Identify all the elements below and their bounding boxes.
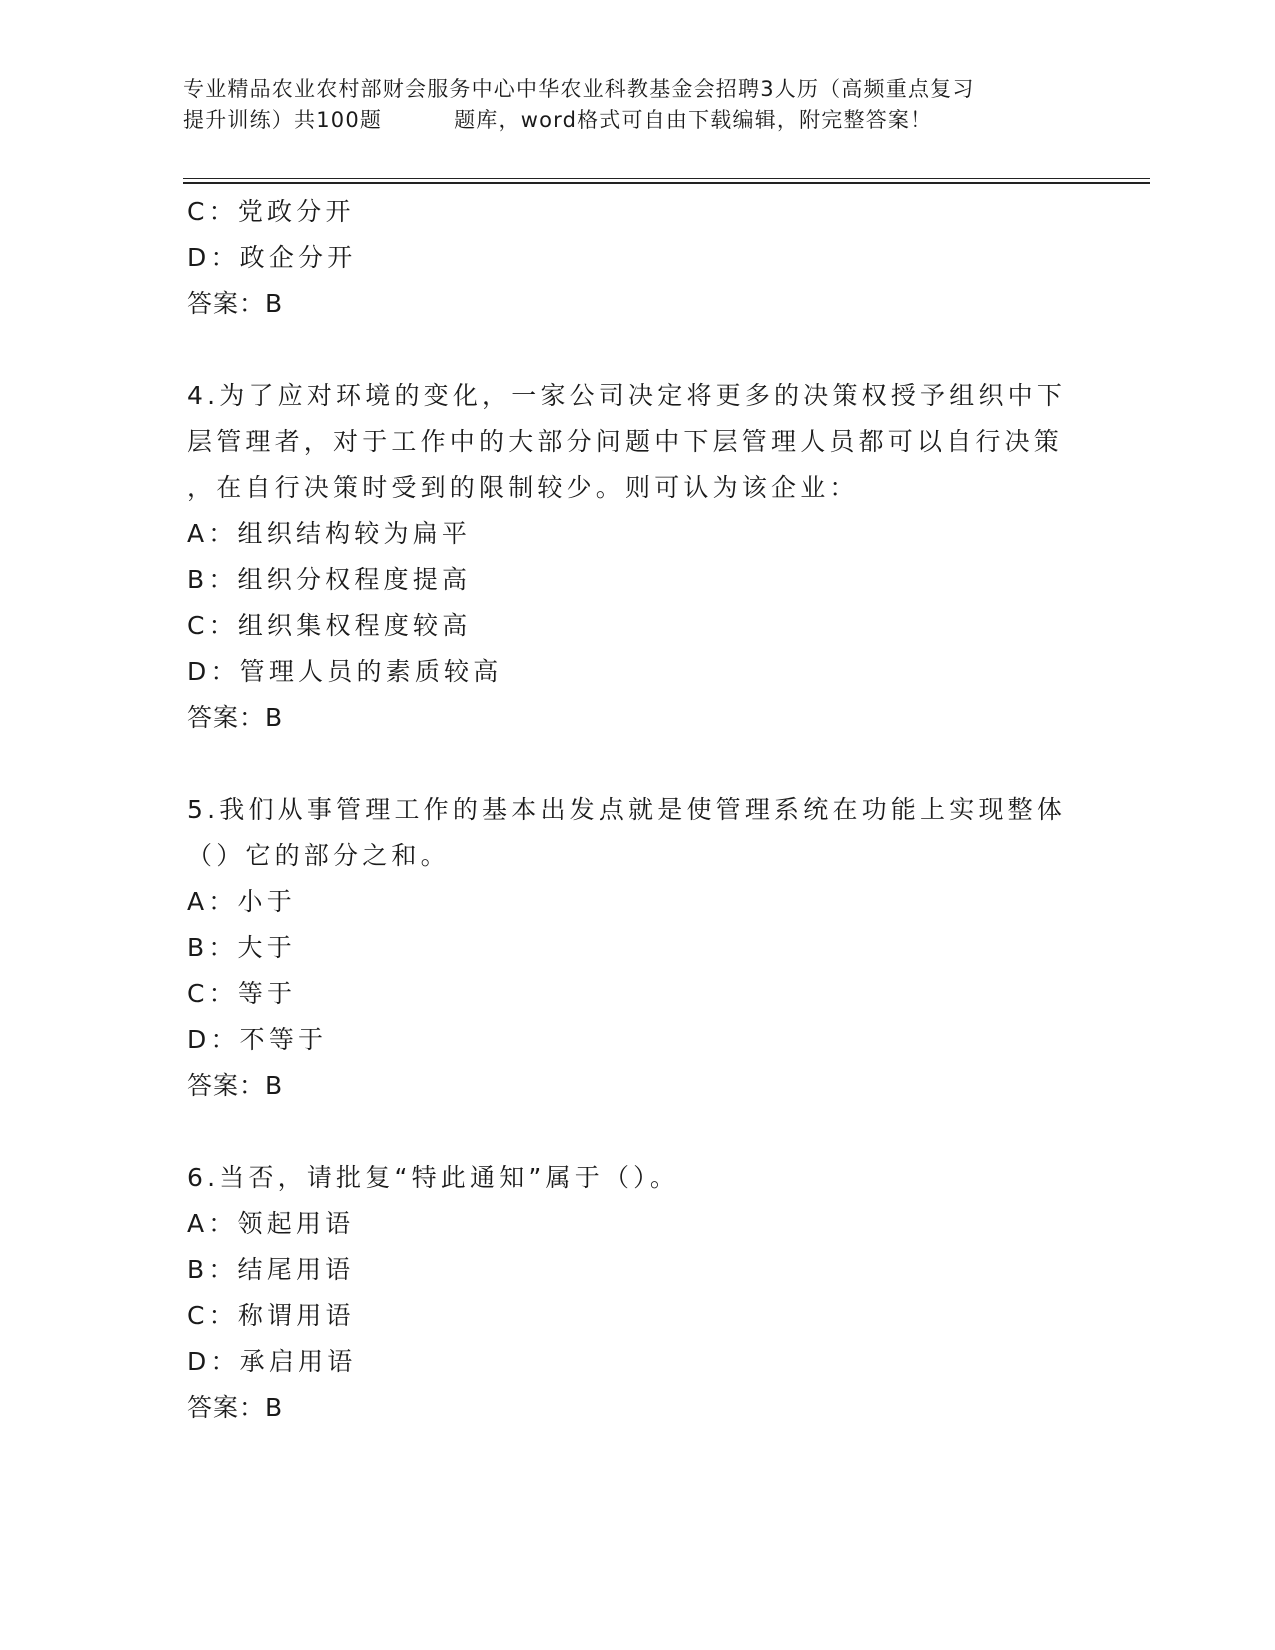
option-line: B：大于 xyxy=(187,933,296,962)
answer-line: 答案：B xyxy=(187,1393,284,1422)
option-line: A：领起用语 xyxy=(187,1209,355,1238)
question-4-text: ，在自行决策时受到的限制较少。则可认为该企业： xyxy=(187,473,859,502)
option-line: B：结尾用语 xyxy=(187,1255,355,1284)
page-header xyxy=(183,74,1083,136)
question-body xyxy=(187,189,1087,1431)
spacer xyxy=(187,327,1087,373)
header-title-line-2 xyxy=(183,105,1083,136)
spacer xyxy=(187,741,1087,787)
header-title-line-1: 专业精品农业农村部财会服务中心中华农业科教基金会招聘3人历（高频重点复习 xyxy=(183,77,975,101)
question-6-text: 6.当否，请批复“特此通知”属于（）。 xyxy=(187,1163,680,1192)
answer-line: 答案：B xyxy=(187,703,284,732)
option-line: C：称谓用语 xyxy=(187,1301,355,1330)
question-5-text: 5.我们从事管理工作的基本出发点就是使管理系统在功能上实现整体 xyxy=(187,795,1067,824)
option-line: A：小于 xyxy=(187,887,296,916)
header-title-part-b: 题库，word格式可自由下载编辑，附完整答案！ xyxy=(454,108,933,132)
option-line: A：组织结构较为扁平 xyxy=(187,519,472,548)
option-line: C：等于 xyxy=(187,979,297,1008)
header-rule-thick xyxy=(183,182,1150,184)
header-title-part-a: 提升训练）共100题 xyxy=(183,108,383,132)
spacer xyxy=(187,1109,1087,1155)
option-line: B：组织分权程度提高 xyxy=(187,565,472,594)
option-line: C：党政分开 xyxy=(187,197,355,226)
answer-line: 答案：B xyxy=(187,289,284,318)
option-line: D：管理人员的素质较高 xyxy=(187,657,503,686)
question-4-text: 4.为了应对环境的变化，一家公司决定将更多的决策权授予组织中下 xyxy=(187,381,1067,410)
option-line: D：政企分开 xyxy=(187,243,357,272)
option-line: D：承启用语 xyxy=(187,1347,357,1376)
answer-line: 答案：B xyxy=(187,1071,284,1100)
question-4-text: 层管理者，对于工作中的大部分问题中下层管理人员都可以自行决策 xyxy=(187,427,1064,456)
option-line: C：组织集权程度较高 xyxy=(187,611,472,640)
question-5-text: （）它的部分之和。 xyxy=(187,841,450,870)
header-rule-thin xyxy=(183,178,1150,179)
option-line: D：不等于 xyxy=(187,1025,328,1054)
